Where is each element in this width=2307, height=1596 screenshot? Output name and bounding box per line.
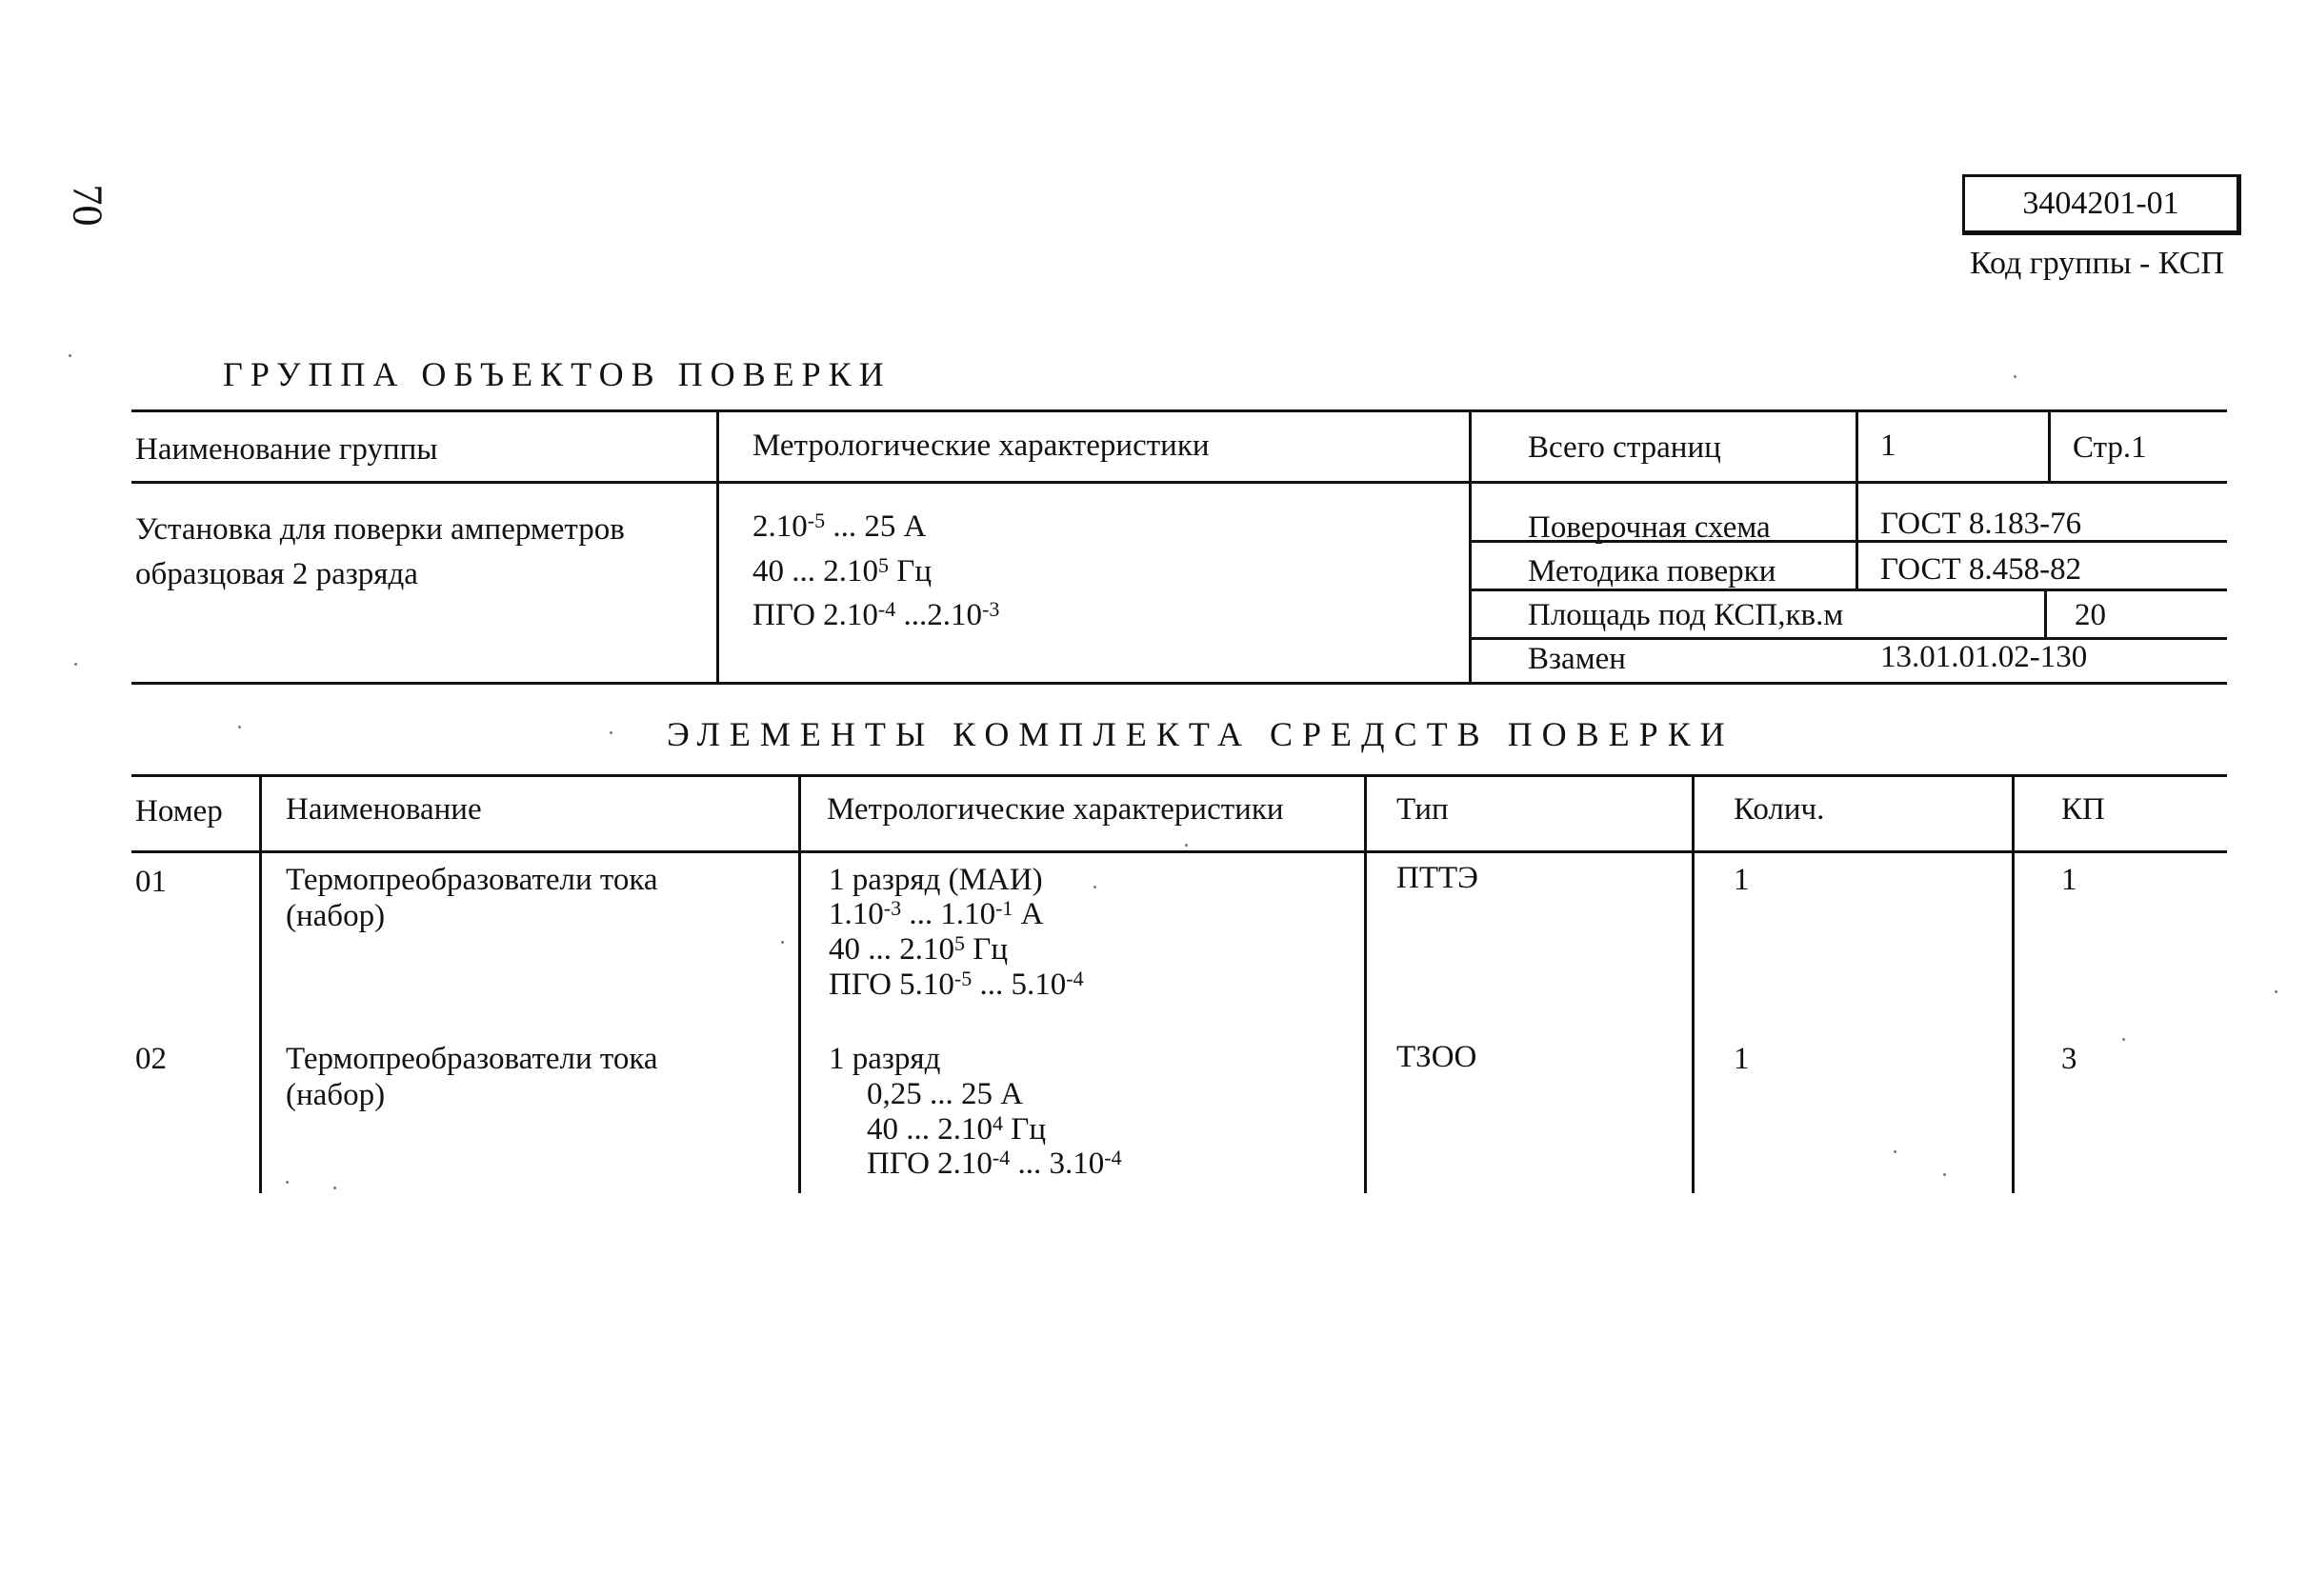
row-name-line: Термопреобразователи тока <box>286 1042 658 1076</box>
rule <box>131 409 2227 412</box>
scan-speck <box>333 1187 336 1189</box>
info-value: 20 <box>2075 598 2106 632</box>
metrology-line: 40 ... 2.10$^5$ Гц <box>752 553 932 589</box>
row-metrology-line: 1 разряд (МАИ) <box>829 863 1043 897</box>
rule <box>716 409 719 684</box>
info-label: Площадь под КСП,кв.м <box>1528 598 1844 632</box>
row-number: 01 <box>135 865 167 899</box>
row-metrology-line: 1 разряд <box>829 1042 941 1076</box>
scan-speck <box>74 663 77 666</box>
rule <box>2048 409 2051 482</box>
scan-speck <box>1943 1173 1946 1176</box>
scan-speck <box>781 941 784 944</box>
row-name-line: (набор) <box>286 1078 386 1112</box>
row-type: ТЗОО <box>1396 1040 1477 1074</box>
rule <box>1856 409 1858 590</box>
col-header-type: Тип <box>1396 792 1449 827</box>
row-number: 02 <box>135 1042 167 1076</box>
row-name-line: Термопреобразователи тока <box>286 863 658 897</box>
scan-speck <box>2122 1038 2125 1041</box>
col-header-metrology: Метрологические характеристики <box>827 792 1284 827</box>
rule <box>2044 590 2047 638</box>
rule <box>1469 589 2227 591</box>
row-name-line: (набор) <box>286 899 386 933</box>
metrology-line: $2.10^{-5}$ ... 25 А <box>752 509 927 544</box>
page-number: 70 <box>64 184 111 227</box>
section2-title: ЭЛЕМЕНТЫ КОМПЛЕКТА СРЕДСТВ ПОВЕРКИ <box>667 715 1735 753</box>
info-value: ГОСТ 8.183-76 <box>1880 507 2082 541</box>
group-code-box <box>1962 174 2241 235</box>
header-group-name: Наименование группы <box>135 432 438 467</box>
scan-speck <box>610 731 612 734</box>
header-metrology: Метрологические характеристики <box>752 429 1210 463</box>
group-code: 3404201-01 <box>2022 186 2179 221</box>
col-header-qty: Колич. <box>1734 792 1825 827</box>
rule <box>2012 774 2015 1193</box>
rule <box>259 774 262 1193</box>
rule <box>131 850 2227 853</box>
col-header-name: Наименование <box>286 792 482 827</box>
group-name-line: образцовая 2 разряда <box>135 557 418 591</box>
scan-speck <box>286 1181 289 1184</box>
rule <box>1692 774 1695 1193</box>
rule <box>131 774 2227 777</box>
row-qty: 1 <box>1734 863 1750 897</box>
metrology-line: ПГО $2.10^{-4}$ $...2.10^{-3}$ <box>752 597 1000 632</box>
col-header-kp: КП <box>2061 792 2105 827</box>
row-kp: 1 <box>2061 863 2077 897</box>
row-metrology-line: $1.10^{-3}$ ... $1.10^{-1}$ А <box>829 896 1044 931</box>
info-value: 13.01.01.02-130 <box>1880 640 2088 674</box>
rule <box>1469 409 1472 684</box>
row-qty: 1 <box>1734 1042 1750 1076</box>
row-metrology-line: ПГО $5.10^{-5}$ ... $5.10^{-4}$ <box>829 967 1084 1002</box>
info-label: Взамен <box>1528 642 1626 676</box>
section1-title: ГРУППА ОБЪЕКТОВ ПОВЕРКИ <box>223 355 892 393</box>
rule <box>131 682 2227 685</box>
info-value: ГОСТ 8.458-82 <box>1880 552 2082 587</box>
total-pages-value: 1 <box>1880 429 1896 463</box>
row-metrology-line: ПГО $2.10^{-4}$ ... $3.10^{-4}$ <box>867 1146 1122 1181</box>
row-metrology-line: 0,25 ... 25 А <box>867 1077 1024 1111</box>
scan-speck <box>1894 1150 1896 1153</box>
info-label: Методика поверки <box>1528 554 1776 589</box>
row-metrology-line: 40 ... 2.10$^4$ Гц <box>867 1111 1046 1147</box>
group-code-caption: Код группы - КСП <box>1970 246 2224 281</box>
scan-speck <box>2014 375 2016 378</box>
rule <box>1469 637 2227 640</box>
scan-speck <box>238 726 241 728</box>
rule <box>131 481 2227 484</box>
rule <box>1364 774 1367 1193</box>
row-type: ПТТЭ <box>1396 861 1478 895</box>
header-total-pages: Всего страниц <box>1528 430 1721 465</box>
page-label: Стр.1 <box>2073 430 2147 465</box>
group-name-line: Установка для поверки амперметров <box>135 512 625 547</box>
scan-speck <box>2275 990 2277 993</box>
scan-speck <box>69 354 71 357</box>
scan-speck <box>1093 886 1096 888</box>
rule <box>798 774 801 1193</box>
scan-speck <box>1185 844 1188 847</box>
row-metrology-line: 40 ... 2.10$^5$ Гц <box>829 931 1008 967</box>
row-kp: 3 <box>2061 1042 2077 1076</box>
col-header-number: Номер <box>135 794 223 828</box>
info-label: Поверочная схема <box>1528 510 1771 545</box>
